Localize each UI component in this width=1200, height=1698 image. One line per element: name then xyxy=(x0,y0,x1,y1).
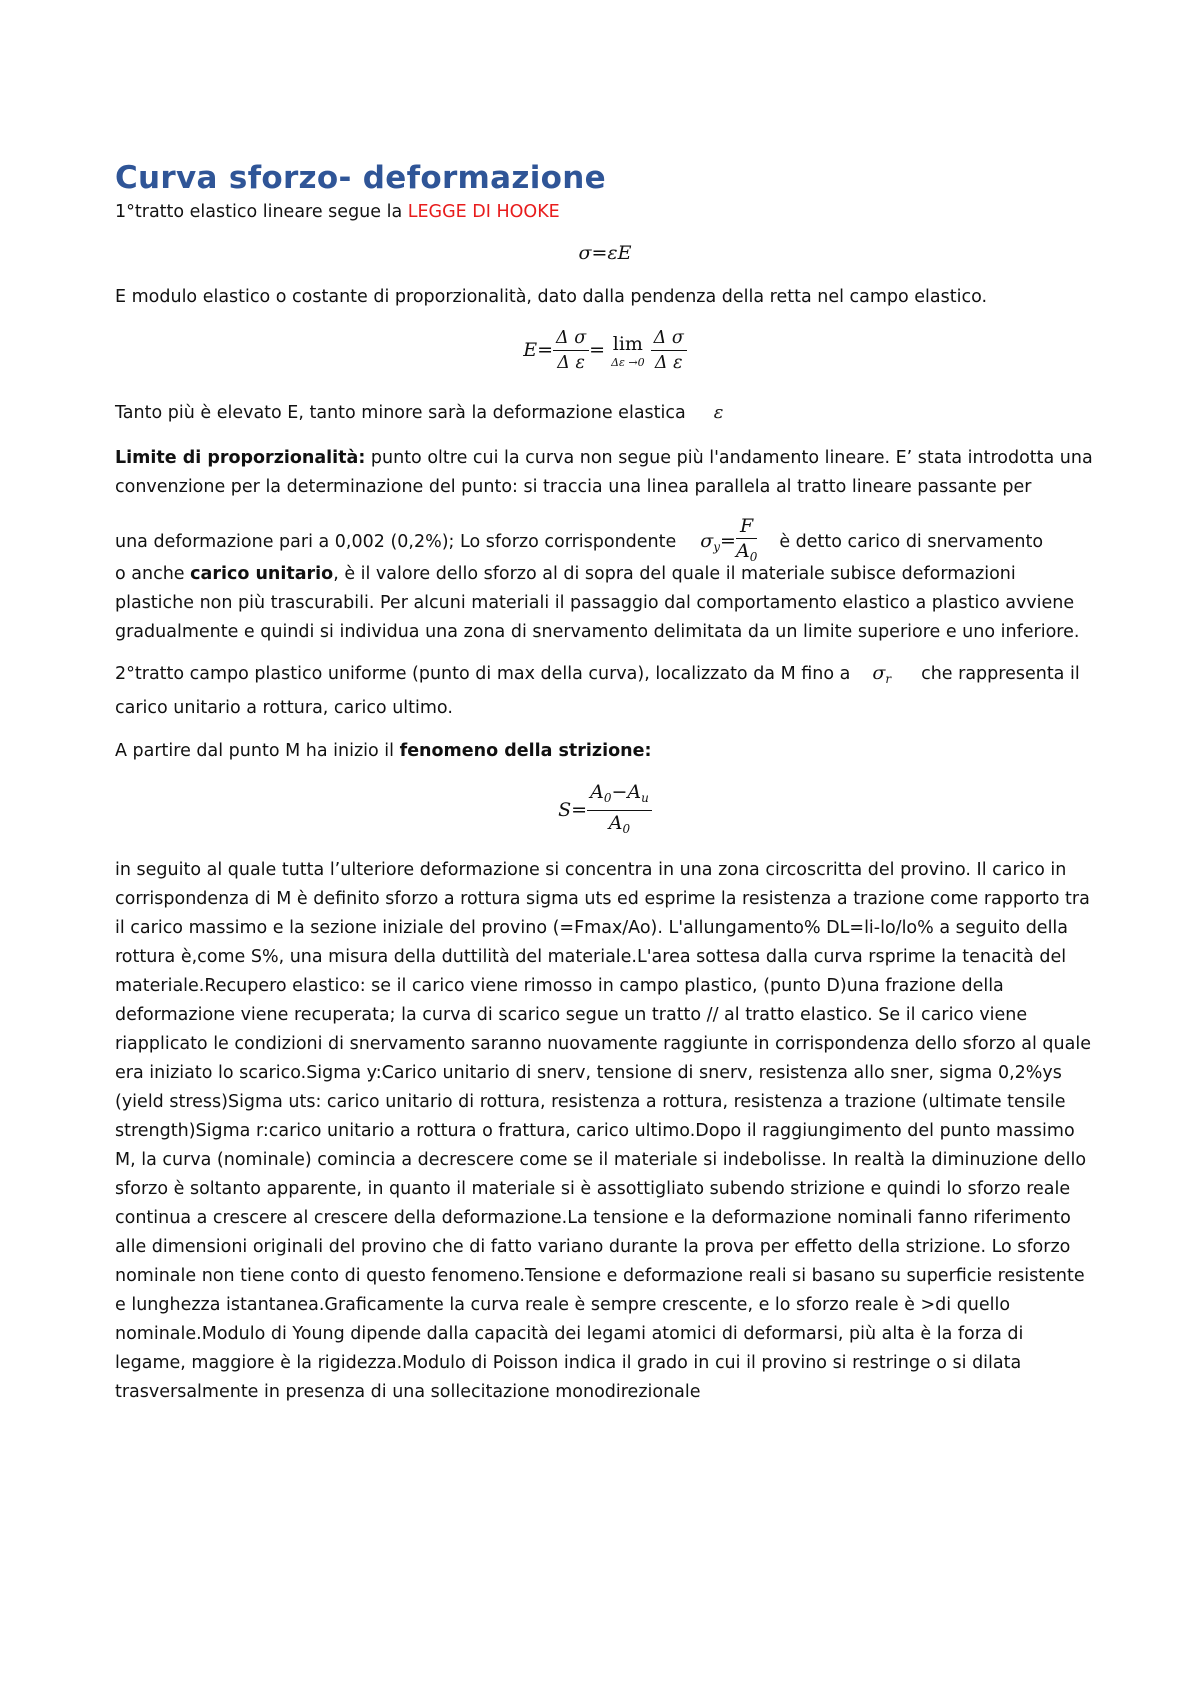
yield-frac-den-a: A xyxy=(735,540,750,562)
necking-minus: − xyxy=(611,781,628,803)
modulus-eq-equals: = xyxy=(589,339,606,361)
yield-text-after: è detto carico di snervamento xyxy=(779,532,1044,552)
hooke-law-label: LEGGE DI HOOKE xyxy=(407,202,560,222)
limit-subscript: Δε →0 xyxy=(611,355,645,369)
necking-intro-text: A partire dal punto M ha inizio il xyxy=(115,741,400,761)
yield-frac-den xyxy=(736,539,757,569)
page-title: Curva sforzo- deformazione xyxy=(115,160,606,196)
intro-paragraph xyxy=(115,198,1095,227)
yield-sigma-sub: y xyxy=(713,540,721,554)
necking-den-a: A xyxy=(608,812,623,834)
yield-fraction xyxy=(736,514,757,569)
yield-sigma: σ xyxy=(700,530,714,552)
necking-frac-num xyxy=(587,780,652,811)
necking-term: fenomeno della strizione: xyxy=(399,741,652,761)
yield-frac-num: F xyxy=(736,514,757,539)
yield-text-before: una deformazione pari a 0,002 (0,2%); Lo sforzo corrispondente xyxy=(115,532,677,552)
modulus-frac1-den: Δ ε xyxy=(557,353,585,373)
document-body xyxy=(115,158,1095,1407)
unit-load-text: , è il valore dello sforzo al di sopra del quale il materiale subisce deformazioni plastiche non più trascurabili. Per alcuni materiali il passaggio dal comportamento elastico a plastico avviene gradualmente e quindi si individua una zona di snervamento delimitata da un limite superiore e uno inferiore. xyxy=(115,564,1080,642)
yield-equation xyxy=(700,515,758,564)
modulus-paragraph: E modulo elastico o costante di proporzionalità, dato dalla pendenza della retta nel campo elastico. xyxy=(115,287,988,307)
modulus-frac2-den: Δ ε xyxy=(654,353,683,373)
necking-frac-den xyxy=(587,811,652,841)
plastic-text-before: 2°tratto campo plastico uniforme (punto di max della curva), localizzato da M fino a xyxy=(115,664,851,684)
yield-frac-den-sub: 0 xyxy=(749,550,758,564)
necking-num-b-sub: u xyxy=(641,791,649,805)
modulus-frac2-num: Δ σ xyxy=(651,326,687,351)
epsilon-symbol: ε xyxy=(713,402,724,423)
modulus-eq-lhs: E= xyxy=(523,339,553,361)
necking-num-a-sub: 0 xyxy=(603,791,612,805)
stiffness-text: Tanto più è elevato E, tanto minore sarà la deformazione elastica xyxy=(115,403,686,423)
proportionality-term: Limite di proporzionalità: xyxy=(115,448,366,468)
plastic-field-paragraph xyxy=(115,659,1095,723)
necking-den-sub: 0 xyxy=(622,822,631,836)
intro-text: 1°tratto elastico lineare segue la xyxy=(115,202,408,222)
rupture-sigma-sub: r xyxy=(885,672,892,686)
limit-label: lim xyxy=(612,332,643,355)
proportionality-text: punto oltre cui la curva non segue più l'andamento lineare. E’ stata introdotta una convenzione per la determinazione del punto: si traccia una linea parallela al tratto lineare passante per xyxy=(115,448,1093,497)
proportionality-paragraph xyxy=(115,444,1095,502)
stiffness-paragraph xyxy=(115,398,1095,428)
unit-load-pre: o anche xyxy=(115,564,191,584)
necking-equation xyxy=(115,780,1095,842)
necking-num-b: A xyxy=(627,781,642,803)
necking-fraction xyxy=(587,780,652,841)
necking-eq-lhs: S= xyxy=(558,799,588,821)
yield-line xyxy=(115,514,1095,564)
modulus-frac1-num: Δ σ xyxy=(553,326,589,351)
modulus-fraction-2 xyxy=(651,326,687,375)
rupture-sigma-symbol: σ xyxy=(872,662,886,684)
unit-load-paragraph xyxy=(115,560,1095,647)
plastic-text-after: che rappresenta il carico unitario a rottura, carico ultimo. xyxy=(115,664,1080,718)
necking-num-a: A xyxy=(590,781,604,803)
necking-intro-paragraph xyxy=(115,737,1095,766)
unit-load-term: carico unitario xyxy=(190,564,334,584)
rupture-sigma xyxy=(872,662,891,684)
yield-eq-equals: = xyxy=(720,530,736,552)
main-body-paragraph: in seguito al quale tutta l’ulteriore deformazione si concentra in una zona circoscritta del provino. Il carico in corrispondenza di M è definito sforzo a rottura sigma uts ed esprime la resistenza a trazione come rapporto tra il carico massimo e la sezione iniziale del provino (=Fmax/Ao). L'allungamento% DL=li-lo/lo% a seguito della rottura è,come S%, una misura della duttilità del materiale.L'area sottesa dalla curva rsprime la tenacità del materiale.Recupero elastico: se il carico viene rimosso in campo plastico, (punto D)una frazione della deformazione viene recuperata; la curva di scarico segue un tratto // al tratto elastico. Se il carico viene riapplicato le condizioni di snervamento saranno nuovamente raggiunte in corrispondenza dello sforzo al quale era iniziato lo scarico.Sigma y:Carico unitario di snerv, tensione di snerv, resistenza allo sner, sigma 0,2%ys (yield stress)Sigma uts: carico unitario di rottura, resistenza a rottura, resistenza a trazione (ultimate tensile strength)Sigma r:carico unitario a rottura o frattura, carico ultimo.Dopo il raggiungimento del punto massimo M, la curva (nominale) comincia a decrescere come se il materiale si indebolisse. In realtà la diminuzione dello sforzo è soltanto apparente, in quanto il materiale si è assottigliato subendo strizione e quindi lo sforzo reale continua a crescere al crescere della deformazione.La tensione e la deformazione nominali fanno riferimento alle dimensioni originali del provino che di fatto variano durante la prova per effetto della strizione. Lo sforzo nominale non tiene conto di questo fenomeno.Tensione e deformazione reali si basano su superficie resistente e lunghezza istantanea.Graficamente la curva reale è sempre crescente, e lo sforzo reale è >di quello nominale.Modulo di Young dipende dalla capacità dei legami atomici di deformarsi, più alta è la forza di legame, maggiore è la rigidezza.Modulo di Poisson indica il grado in cui il provino si restringe o si dilata trasversalmente in presenza di una sollecitazione monodirezionale xyxy=(115,860,1091,1402)
hooke-equation: σ=εE xyxy=(578,242,632,264)
modulus-equation xyxy=(115,326,1095,382)
limit-operator xyxy=(611,332,645,370)
modulus-fraction-1 xyxy=(553,326,589,375)
